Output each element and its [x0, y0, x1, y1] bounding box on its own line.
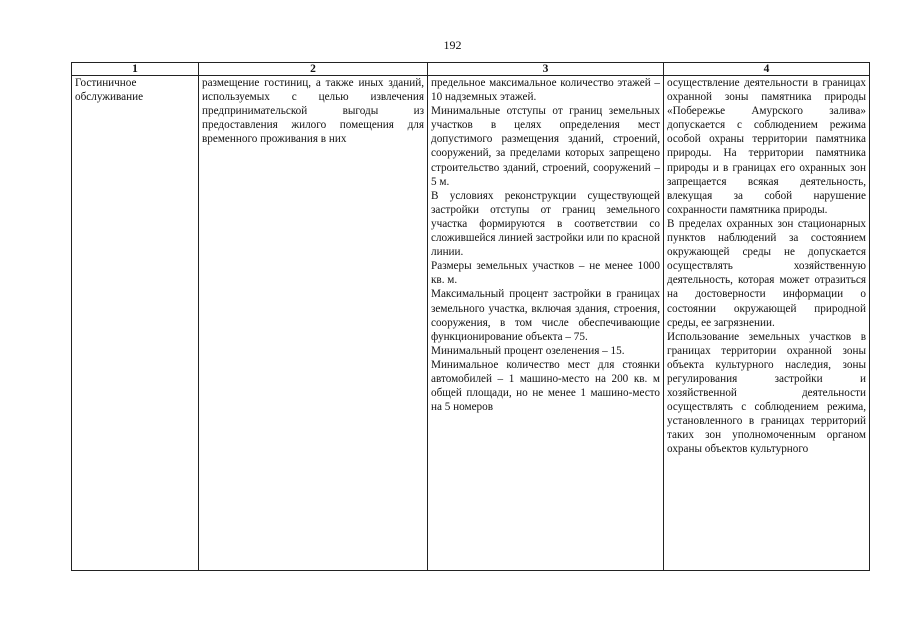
parameter-paragraph: Минимальное количество мест для стоянки автомобилей – 1 машино-место на 200 кв. м общей площади, но не менее 1 машино-место на 5 номеров — [431, 358, 660, 414]
regulations-table — [71, 62, 870, 571]
page-number: 192 — [443, 38, 462, 52]
parameter-paragraph: предельное максимальное количество этажей – 10 надземных этажей. — [431, 77, 660, 104]
table-header-row — [72, 63, 870, 76]
column-header-2: 2 — [199, 63, 428, 76]
parameter-paragraph: Максимальный процент застройки в границах земельного участка, включая здания, строения, сооружения, в том числе обеспечивающие функционирование объекта – 75. — [431, 288, 660, 343]
parameter-paragraph: Минимальный процент озеленения – 15. — [431, 344, 625, 357]
parameter-paragraph: Минимальные отступы от границ земельных участков в целях определения мест допустимого размещения зданий, строений, сооружений, за пределами которых запрещено строительство зданий, строений, сооружений – 5 м. — [431, 105, 660, 188]
restriction-paragraph: В пределах охранных зон стационарных пунктов наблюдений за состоянием окружающей среды не допускается осуществлять хозяйственную деятельность, которая может отразиться на достоверности информации о состоянии окружающей природной среды, ее загрязнении. — [667, 217, 866, 329]
parameter-paragraph: В условиях реконструкции существующей застройки отступы от границ земельного участка формируются в соответствии со сложившейся линией застройки или по красной линии. — [431, 189, 660, 259]
cell-land-use-type: Гостиничное обслуживание — [72, 76, 199, 571]
restriction-paragraph: осуществление деятельности в границах охранной зоны памятника природы «Побережье Амурского залива» допускается с соблюдением режима особой охраны территории памятника природы. На территории памятника природы и в границах его охранных зон запрещается всякая деятельность, влекущая за собой нарушение сохранности памятника природы. — [667, 77, 866, 216]
table-row — [72, 76, 870, 571]
cell-restrictions — [664, 76, 870, 571]
restriction-paragraph: Использование земельных участков в границах территории охранной зоны объекта культурного наследия, зоны регулирования застройки и хозяйственной деятельности осуществлять с соблюдением режима, установленного в границах территорий таких зон уполномоченным органом охраны объектов культурного — [667, 330, 866, 456]
column-header-4: 4 — [664, 63, 870, 76]
column-header-3: 3 — [428, 63, 664, 76]
parameter-paragraph: Размеры земельных участков – не менее 1000 кв. м. — [431, 260, 660, 287]
cell-parameters — [428, 76, 664, 571]
cell-land-use-description: размещение гостиниц, а также иных зданий, используемых с целью извлечения предпринимательской выгоды из предоставления жилого помещения для временного проживания в них — [199, 76, 428, 571]
column-header-1: 1 — [72, 63, 199, 76]
